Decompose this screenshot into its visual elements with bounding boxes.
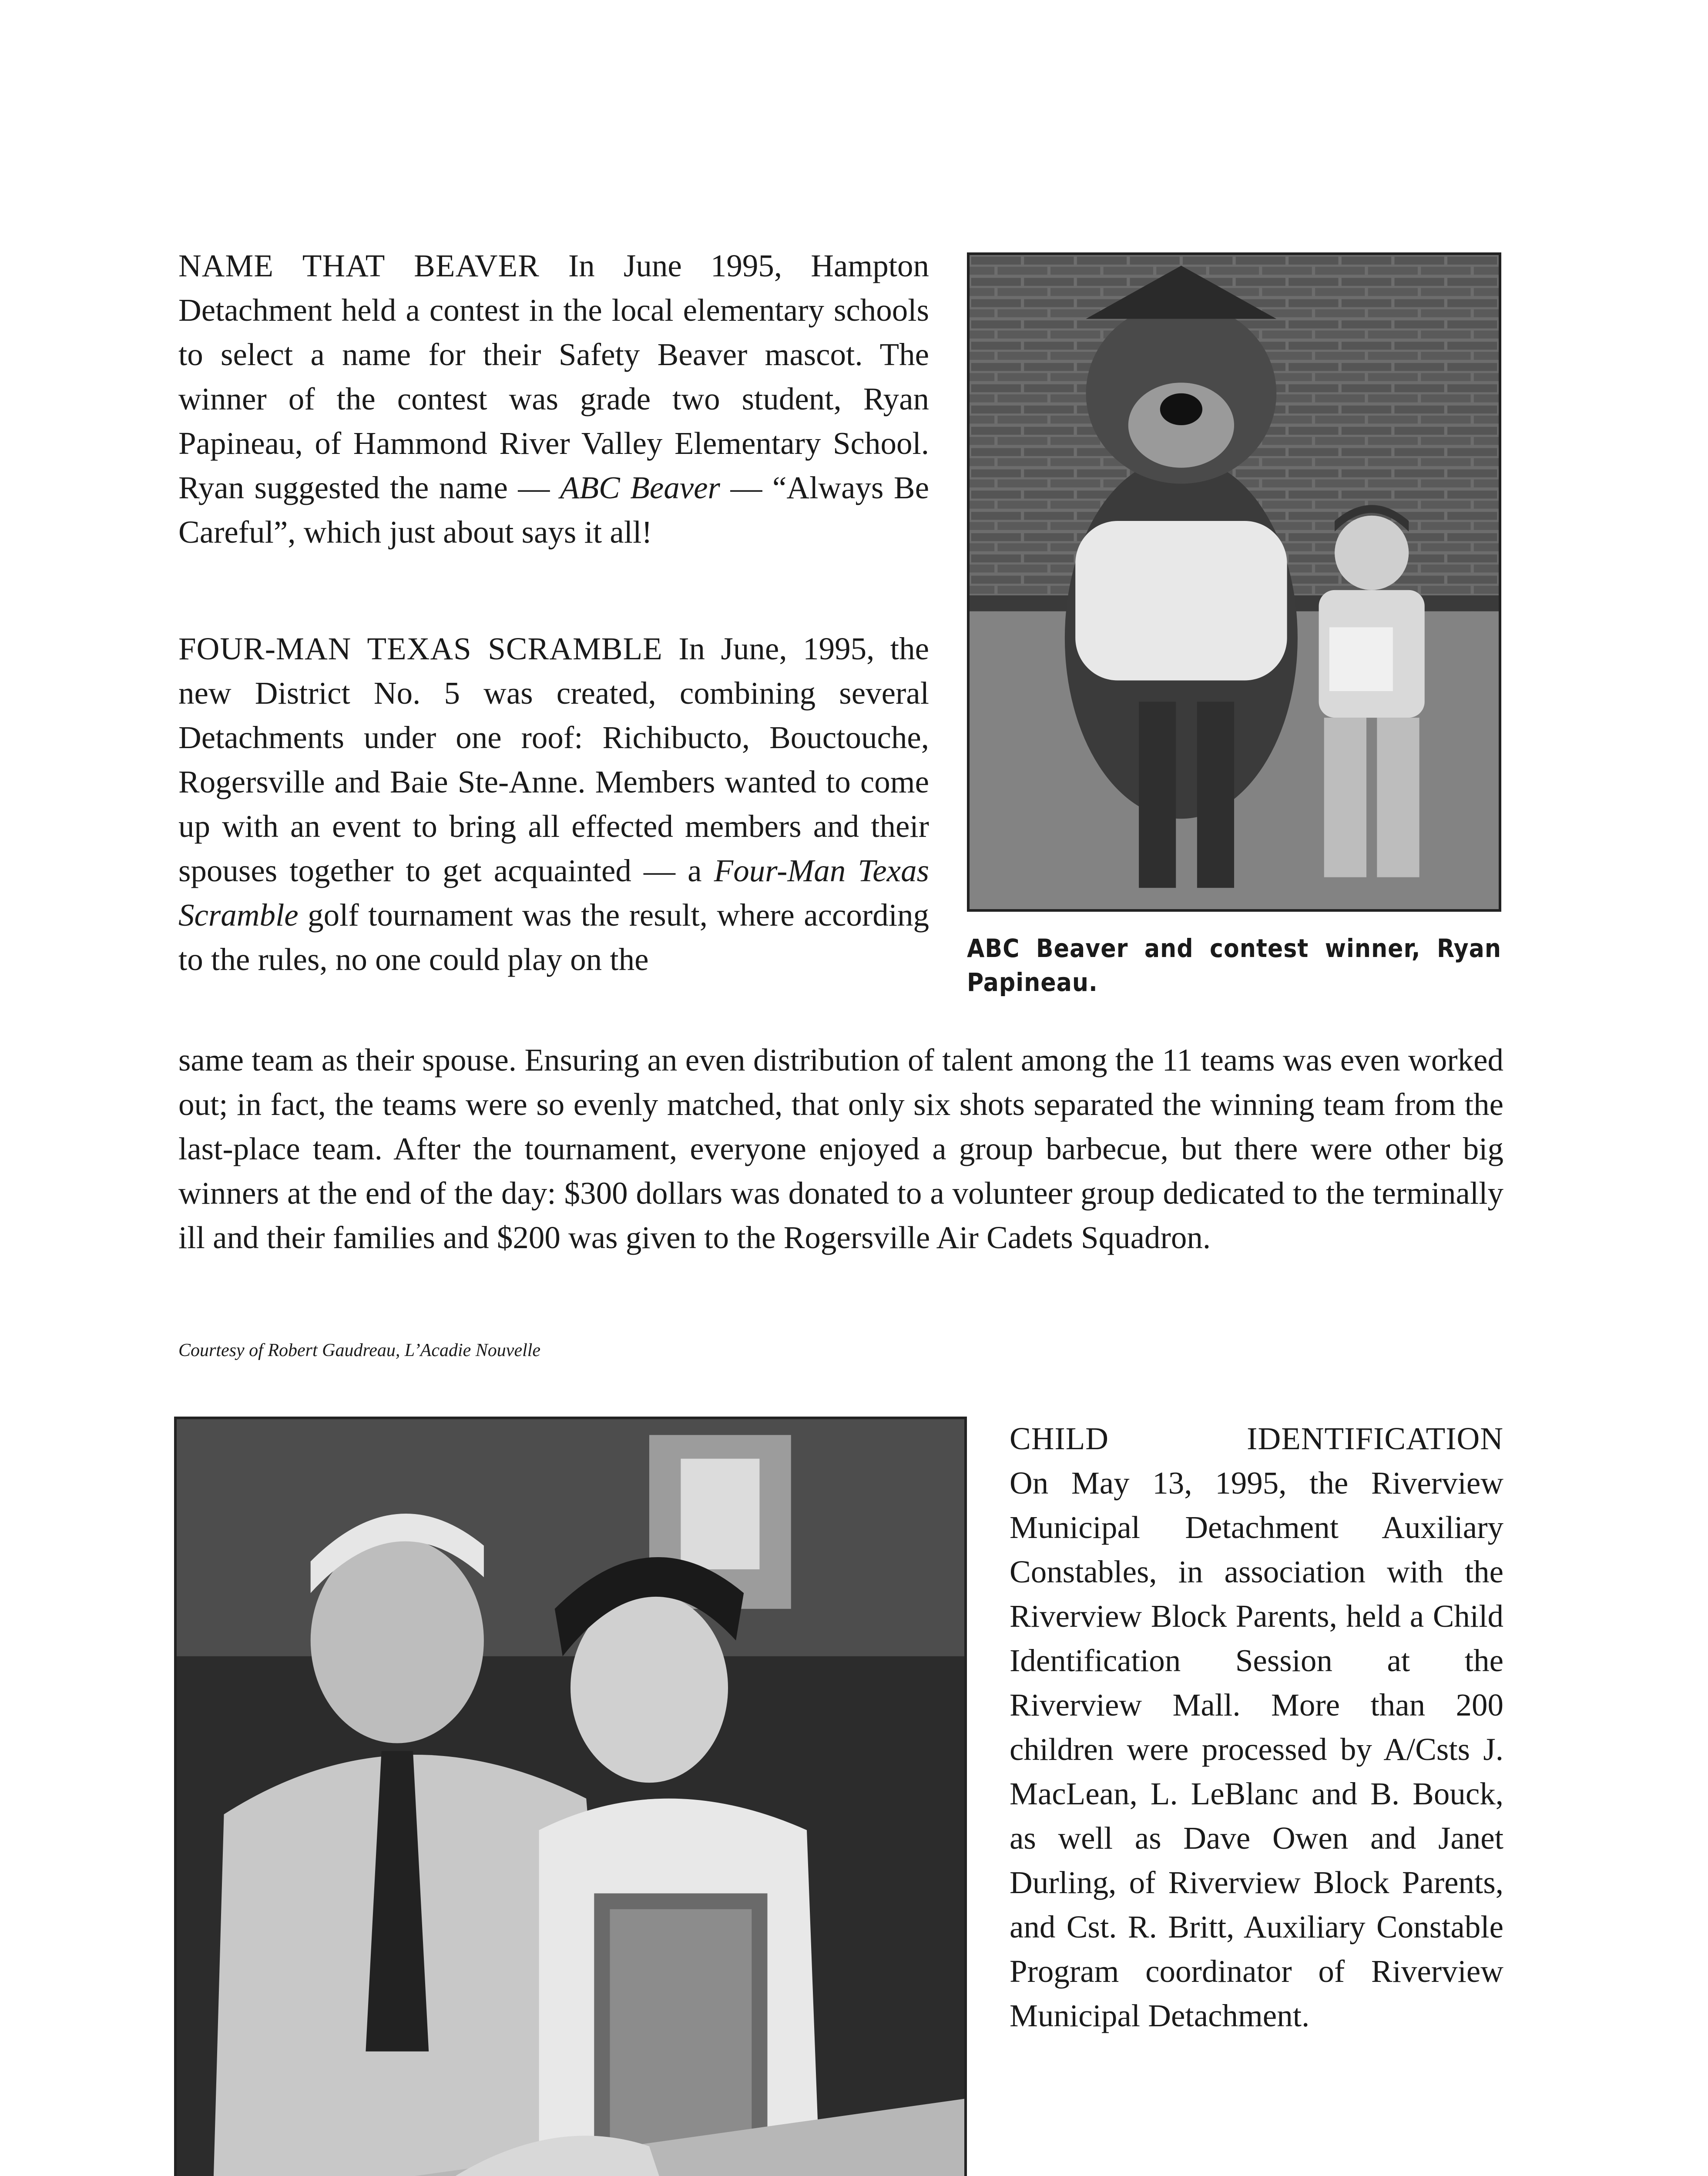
beaver-text-part2: — “Always Be Careful”, which just about says it all!	[178, 470, 930, 550]
fingerprint-photo	[174, 1417, 967, 2176]
credit-prefix: Courtesy of	[178, 1340, 263, 1360]
photo-credit	[178, 1338, 962, 1363]
scramble-text-italic: Four-Man Texas Scramble	[178, 853, 929, 933]
article-child-identification	[1010, 1417, 1503, 2038]
beaver-text-part1: In June 1995, Hampton Detachment held a contest in the local elementary schools to select a name for their Safety Beaver mascot. The winner of the contest was grade two student, Ryan Papineau, of Hammond River Valley Elementary School. Ryan suggested the name —	[178, 248, 929, 505]
article-name-that-beaver	[178, 244, 929, 554]
scramble-text-part2: golf tournament was the result, where according to the rules, no one could play on the	[178, 897, 929, 977]
scramble-continuation: same team as their spouse. Ensuring an even distribution of talent among the 11 teams was even worked out; in fact, the teams were so evenly matched, that only six shots separated the winning team from the last-place team. After the tournament, everyone enjoyed a group barbecue, but there were other big winners at the end of the day: $300 dollars was donated to a volunteer group dedicated to the terminally ill and their families and $200 was given to the Rogersville Air Cadets Squadron.	[178, 1042, 1503, 1255]
heading-name-that-beaver: NAME THAT BEAVER	[178, 248, 540, 283]
credit-name: Robert Gaudreau, L’Acadie Nouvelle	[263, 1340, 541, 1360]
scramble-text-part1: In June, 1995, the new District No. 5 was created, combining several Detachments under one roof: Richibucto, Bouctouche, Rogersville and Baie Ste-Anne. Members wanted to come up with an event to bring all effected members and their spouses together to get acquainted — a	[178, 631, 929, 888]
fingerprint-photo-image	[177, 1419, 964, 2176]
beaver-photo	[967, 252, 1501, 912]
article-four-man-texas-scramble	[178, 627, 929, 982]
beaver-photo-image	[970, 255, 1499, 909]
beaver-text-italic: ABC Beaver	[560, 470, 720, 505]
heading-four-man-texas-scramble: FOUR-MAN TEXAS SCRAMBLE	[178, 631, 663, 666]
child-id-text: On May 13, 1995, the Riverview Municipal Detachment Auxiliary Constables, in association with the Riverview Block Parents, held a Child Identification Session at the Riverview Mall. More than 200 children were processed by A/Csts J. MacLean, L. LeBlanc and B. Bouck, as well as Dave Owen and Janet Durling, of Riverview Block Parents, and Cst. R. Britt, Auxiliary Constable Program coordinator of Riverview Municipal Detachment.	[1010, 1465, 1503, 2033]
beaver-photo-caption: ABC Beaver and contest winner, Ryan Papineau.	[967, 934, 1501, 997]
heading-child-identification: CHILD IDENTIFICATION	[1010, 1421, 1503, 1456]
